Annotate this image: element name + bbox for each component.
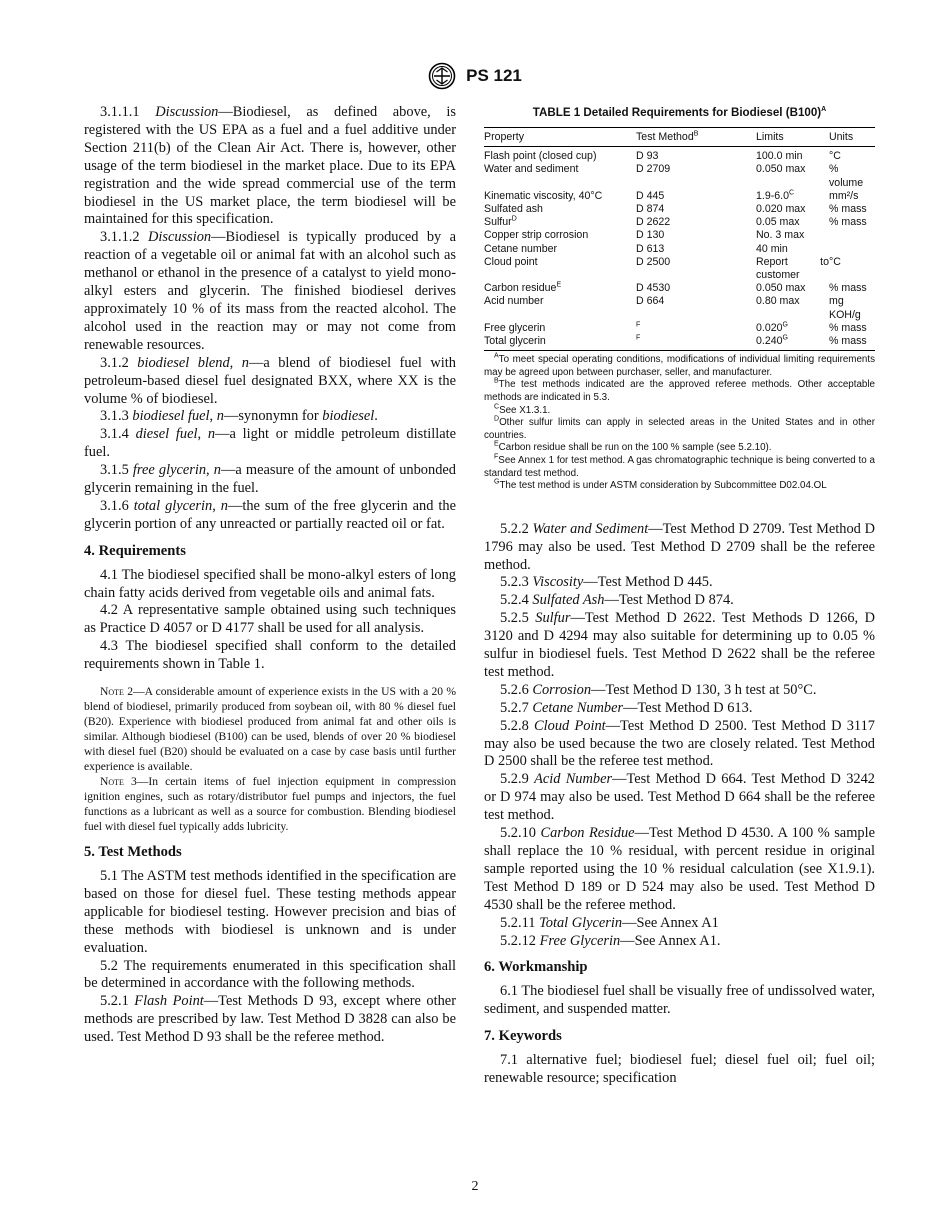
paragraph-5-2-7: 5.2.7 Cetane Number—Test Method D 613. xyxy=(500,699,753,716)
table-footnotes xyxy=(484,354,875,493)
cell-test-method: D 93 xyxy=(636,150,659,163)
paragraph-5-2-9: 5.2.9 Acid Number—Test Method D 664. Test Method D 3242 or D 974 may also be used. Test Method D 664 shall be the referee test method. xyxy=(484,771,875,824)
table-row xyxy=(484,190,875,203)
cell-test-method: D 613 xyxy=(636,242,665,255)
table-footnote: $^E$Carbon residue shall be run on the 100 % sample (see 5.2.10). xyxy=(494,441,772,454)
cell-units: % mass xyxy=(829,321,867,334)
page-header xyxy=(0,62,950,90)
table-footnote: $^F$See Annex 1 for test method. A gas chromatographic technique is being converted to a standard test method. xyxy=(484,453,875,479)
paragraph-4-2: 4.2 A representative sample obtained using such techniques as Practice D 4057 or D 4177 shall be used for all analysis. xyxy=(84,602,456,637)
header-limits: Limits xyxy=(756,127,829,146)
left-column xyxy=(84,104,456,1047)
cell-property: Total glycerin xyxy=(484,335,636,351)
document-code: PS 121 xyxy=(466,66,522,85)
cell-property: Acid number xyxy=(484,295,544,308)
paragraph-3-1-3: 3.1.3 biodiesel fuel, n—synonymn for biodiesel. xyxy=(100,408,378,425)
cell-test-method: D 664 xyxy=(636,295,665,308)
cell-units: °C xyxy=(829,255,841,268)
astm-logo-icon xyxy=(428,62,456,90)
paragraph-4-1: 4.1 The biodiesel specified shall be mono-alkyl esters of long chain fatty acids derived from vegetable oils and animal fats. xyxy=(84,566,456,601)
table-header-row xyxy=(484,127,875,146)
table-footnote: $^G$The test method is under ASTM consideration by Subcommittee D02.04.OL xyxy=(494,478,827,492)
cell-property: Cetane number xyxy=(484,242,558,255)
cell-property: Cloud point xyxy=(484,255,538,268)
cell-test-method: D 2709 xyxy=(636,163,671,176)
cell-limits: No. 3 max xyxy=(756,229,805,242)
cell-property: Free glycerin xyxy=(484,321,546,334)
paragraph-3-1-2: 3.1.2 biodiesel blend, n—a blend of biodiesel fuel with petroleum-based diesel fuel designated BXX, where XX is the volume % of biodiesel. xyxy=(84,354,456,407)
cell-limits: 40 min xyxy=(756,242,788,255)
cell-limits: 0.050 max xyxy=(756,163,806,176)
section-heading-requirements: 4. Requirements xyxy=(84,542,186,559)
paragraph-5-2: 5.2 The requirements enumerated in this specification shall be determined in accordance with the following methods. xyxy=(84,957,456,992)
cell-test-method: F xyxy=(636,321,641,329)
header-units: Units xyxy=(829,127,875,146)
requirements-table xyxy=(484,127,875,351)
paragraph-5-2-4: 5.2.4 Sulfated Ash—Test Method D 874. xyxy=(500,592,734,609)
paragraph-5-2-2: 5.2.2 Water and Sediment—Test Method D 2709. Test Method D 1796 may also be used. Test Method D 2709 shall be the referee method. xyxy=(484,520,875,573)
table-row xyxy=(484,243,875,256)
cell-limits: 0.05 max xyxy=(756,216,800,229)
cell-units: mm²/s xyxy=(829,189,859,202)
paragraph-5-2-12: 5.2.12 Free Glycerin—See Annex A1. xyxy=(500,932,721,949)
table-row xyxy=(484,203,875,216)
cell-limits: 0.020 max xyxy=(756,202,806,215)
cell-units: % mass xyxy=(829,202,867,215)
table-row xyxy=(484,147,875,164)
cell-test-method: D 2500 xyxy=(636,255,671,268)
paragraph-4-3: 4.3 The biodiesel specified shall conform to the detailed requirements shown in Table 1. xyxy=(84,638,456,673)
cell-units: % mass xyxy=(829,282,867,295)
paragraph-3-1-1-1: 3.1.1.1 Discussion—Biodiesel, as defined above, is registered with the US EPA as a fuel and a fuel additive under Section 211(b) of the Clean Air Act. There is, however, other usage of the term biodiesel in the market place. Due to its EPA registration and the wide spread commercial use of the term biodiesel in the US market place, the term biodiesel will be maintained for this specification. xyxy=(84,104,456,228)
cell-property: Water and sediment xyxy=(484,163,579,176)
cell-units: % mass xyxy=(829,335,875,351)
table-title: TABLE 1 Detailed Requirements for Biodiesel $(B100)^A$ xyxy=(532,106,827,119)
cell-property: Flash point (closed cup) xyxy=(484,150,597,163)
paragraph-5-2-6: 5.2.6 Corrosion—Test Method D 130, 3 h test at 50°C. xyxy=(500,681,817,698)
cell-limits: 100.0 min xyxy=(756,150,803,163)
paragraph-5-2-10: 5.2.10 Carbon Residue—Test Method D 4530. A 100 % sample shall replace the 10 % residual, with percent residue in original sample reported using the 10 % residual calculation (see X1.9.1). Test Method D 189 or D 524 may also be used. Test Method D 4530 shall be the referee method. xyxy=(484,825,875,913)
paragraph-3-1-6: 3.1.6 total glycerin, n—the sum of the free glycerin and the glycerin portion of any unreacted or partially reacted oil or fat. xyxy=(84,497,456,532)
section-heading-test-methods: 5. Test Methods xyxy=(84,844,182,861)
cell-units: °C xyxy=(829,150,841,163)
cell-units: mg KOH/g xyxy=(829,295,861,321)
cell-test-method: D 445 xyxy=(636,189,665,202)
cell-limits: $0.240^G$ xyxy=(756,335,829,351)
paragraph-3-1-1-2: 3.1.1.2 Discussion—Biodiesel is typically produced by a reaction of a vegetable oil or animal fat with an alcohol such as methanol or ethanol in the presence of a catalyst to yield mono-alkyl esters and glycerin. The finished biodiesel derives approximately 10 % of its mass from the reacted alcohol. The alcohol used in the reaction may or may not come from renewable resources. xyxy=(84,229,456,353)
cell-property: Sulfated ash xyxy=(484,202,543,215)
paragraph-7-1: 7.1 alternative fuel; biodiesel fuel; diesel fuel oil; fuel oil; renewable resource; specification xyxy=(484,1052,875,1086)
cell-property: Sulfur$^D$ xyxy=(484,215,517,229)
cell-limits: $1.9-6.0^C$ xyxy=(756,189,795,202)
table-row xyxy=(484,216,875,229)
cell-test-method: D 2622 xyxy=(636,216,671,229)
paragraph-5-2-11: 5.2.11 Total Glycerin—See Annex A1 xyxy=(500,914,719,931)
cell-limits: Report to customer xyxy=(756,255,829,281)
paragraph-3-1-5: 3.1.5 free glycerin, n—a measure of the amount of unbonded glycerin remaining in the fuel. xyxy=(84,462,456,497)
right-column xyxy=(484,104,875,1088)
page-number: 2 xyxy=(471,1179,479,1194)
table-row xyxy=(484,295,875,321)
cell-units: % volume xyxy=(829,163,864,189)
cell-test-method: D 130 xyxy=(636,229,665,242)
note-3: Note 3—In certain items of fuel injection equipment in compression ignition engines, such as rotary/distributor fuel pumps and injectors, the fuel functions as a lubricant as well as a source for combustion. Blending biodiesel fuel with diesel fuel typically adds lubricity. xyxy=(84,775,456,834)
cell-units: % mass xyxy=(829,216,867,229)
table-row xyxy=(484,256,875,282)
cell-test-method: D 4530 xyxy=(636,282,671,295)
table-footnote: $^A$To meet special operating conditions, modifications of individual limiting requirements may be agreed upon between purchaser, seller, and manufacturer. xyxy=(484,352,875,378)
header-test-method: Test Method$^B$ xyxy=(636,127,756,146)
cell-property: Carbon residue$^E$ xyxy=(484,281,562,295)
header-property: Property xyxy=(484,127,636,146)
paragraph-5-2-3: 5.2.3 Viscosity—Test Method D 445. xyxy=(500,574,713,591)
table-footnote: $^D$Other sulfur limits can apply in selected areas in the United States and in other countries. xyxy=(484,415,875,441)
paragraph-5-1: 5.1 The ASTM test methods identified in the specification are based on those for diesel fuel. These testing methods appear applicable for biodiesel testing. However precision and bias of these methods with biodiesel is unknown and is under evaluation. xyxy=(84,868,456,956)
section-heading-workmanship: 6. Workmanship xyxy=(484,959,588,976)
cell-limits: $0.020^G$ xyxy=(756,321,788,334)
notes xyxy=(84,684,456,834)
table-body xyxy=(484,147,875,351)
table-row xyxy=(484,282,875,295)
cell-property: Copper strip corrosion xyxy=(484,229,589,242)
note-2: Note 2—A considerable amount of experience exists in the US with a 20 % blend of biodiesel, primarily produced from soybean oil, with 80 % diesel fuel (B20). Experience with biodiesel produced from animal fat and other oils is similar. Although biodiesel (B100) can be used, blends of over 20 % biodiesel with diesel fuel (B20) should be evaluated on a case by case basis until further experience is available. xyxy=(84,685,456,774)
cell-test-method: F xyxy=(636,335,756,351)
cell-property: Kinematic viscosity, 40°C xyxy=(484,189,603,202)
paragraph-5-2-1: 5.2.1 Flash Point—Test Methods D 93, except where other methods are prescribed by law. Test Method D 3828 can also be used. Test Method D 93 shall be the referee method. xyxy=(84,993,456,1046)
cell-units xyxy=(829,229,875,242)
table-row xyxy=(484,335,875,351)
paragraph-5-2-5: 5.2.5 Sulfur—Test Method D 2622. Test Methods D 1266, D 3120 and D 4294 may also suitable for determining up to 0.05 % sulfur in biodiesel fuels. Test Method D 2622 shall be the referee test method. xyxy=(484,610,875,680)
table-footnote: $^B$The test methods indicated are the approved referee methods. Other acceptable methods are indicated in 5.3. xyxy=(484,378,875,403)
table-row xyxy=(484,229,875,242)
table-row xyxy=(484,322,875,335)
cell-limits: 0.80 max xyxy=(756,295,800,308)
paragraph-6-1: 6.1 The biodiesel fuel shall be visually free of undissolved water, sediment, and suspended matter. xyxy=(484,983,875,1018)
table-footnote: $^C$See X1.3.1. xyxy=(494,403,551,416)
paragraph-3-1-4: 3.1.4 diesel fuel, n—a light or middle petroleum distillate fuel. xyxy=(84,426,456,461)
table-row xyxy=(484,163,875,189)
section-heading-keywords: 7. Keywords xyxy=(484,1028,562,1045)
cell-limits: 0.050 max xyxy=(756,282,806,295)
cell-units xyxy=(829,243,875,256)
paragraph-5-2-8: 5.2.8 Cloud Point—Test Method D 2500. Test Method D 3117 may also be used because the two are closely related. Test Method D 2500 shall be the referee test method. xyxy=(484,717,875,770)
cell-test-method: D 874 xyxy=(636,202,665,215)
